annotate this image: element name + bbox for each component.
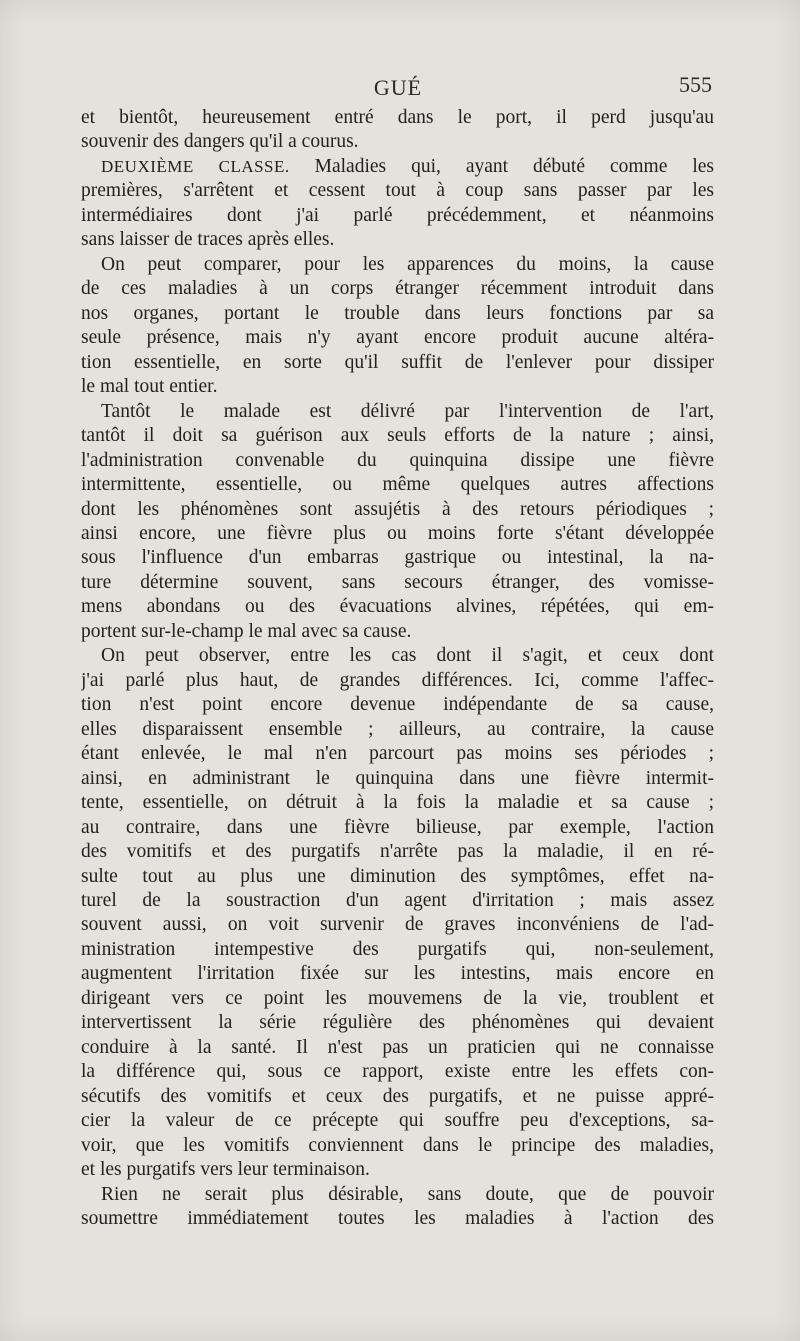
text-line <box>81 204 714 228</box>
text-line <box>81 595 714 619</box>
line-text: sans laisser de traces après elles. <box>81 229 335 251</box>
line-text: tion essentielle, en sorte qu'il suffit de l'enlever pour dissiper <box>81 351 714 373</box>
line-text: portent sur-le-champ le mal avec sa cause. <box>81 620 412 642</box>
text-line <box>81 1011 714 1035</box>
line-text: voir, que les vomitifs conviennent dans le principe des maladies, <box>81 1134 714 1156</box>
line-text: Rien ne serait plus désirable, sans doute, que de pouvoir <box>101 1183 714 1205</box>
text-line <box>81 816 714 840</box>
text-line <box>81 253 714 277</box>
line-text: intermédiaires dont j'ai parlé précédemment, et néanmoins <box>81 204 714 226</box>
running-title: GUÉ <box>373 75 423 100</box>
text-line <box>81 400 714 424</box>
text-line <box>81 179 714 203</box>
line-text: sous l'influence d'un embarras gastrique ou intestinal, la na- <box>81 547 714 569</box>
text-line <box>81 1158 714 1182</box>
line-text: intermittente, essentielle, ou même quelques autres affections <box>81 474 714 496</box>
text-line <box>81 326 714 350</box>
line-text: sulte tout au plus une diminution des symptômes, effet na- <box>81 865 714 887</box>
text-line <box>81 546 714 570</box>
text-line <box>81 767 714 791</box>
text-line <box>81 718 714 742</box>
line-text: turel de la soustraction d'un agent d'irritation ; mais assez <box>81 890 714 911</box>
text-line <box>81 620 714 644</box>
running-head <box>82 72 714 102</box>
text-line <box>81 1036 714 1060</box>
line-text: et les purgatifs vers leur terminaison. <box>81 1159 370 1181</box>
text-line <box>81 302 714 326</box>
text-line <box>81 228 714 252</box>
text-line <box>81 571 714 595</box>
text-line <box>81 644 714 668</box>
line-text: souvenir des dangers qu'il a courus. <box>81 131 359 153</box>
line-text: mens abondans ou des évacuations alvines, répétées, qui em- <box>81 596 714 618</box>
page-number: 555 <box>679 72 712 97</box>
line-text: ainsi, en administrant le quinquina dans une fièvre intermit- <box>81 767 714 789</box>
text-line <box>81 449 714 473</box>
text-line <box>81 1207 714 1231</box>
line-text: elles disparaissent ensemble ; ailleurs, au contraire, la cause <box>81 718 714 740</box>
section-label: DEUXIÈME CLASSE. <box>101 156 290 176</box>
line-text: ture détermine souvent, sans secours étranger, des vomisse- <box>81 571 714 593</box>
line-text: On peut observer, entre les cas dont il s'agit, et ceux dont <box>101 645 714 667</box>
text-line <box>81 1134 714 1158</box>
line-text: Maladies qui, ayant débuté comme les <box>289 155 714 177</box>
line-text: intervertissent la série régulière des phénomènes qui devaient <box>81 1012 714 1034</box>
line-text: ainsi encore, une fièvre plus ou moins forte s'étant développée <box>81 522 714 544</box>
text-line <box>81 498 714 522</box>
line-text: tente, essentielle, on détruit à la fois la maladie et sa cause ; <box>81 792 714 814</box>
text-line <box>81 1183 714 1207</box>
line-text: Tantôt le malade est délivré par l'intervention de l'art, <box>101 400 714 422</box>
line-text: sécutifs des vomitifs et ceux des purgatifs, et ne puisse appré- <box>81 1085 714 1107</box>
text-line <box>81 742 714 766</box>
line-text: cier la valeur de ce précepte qui souffre peu d'exceptions, sa- <box>81 1110 714 1132</box>
line-text: soumettre immédiatement toutes les maladies à l'action des <box>81 1208 714 1230</box>
body-text <box>81 106 714 1232</box>
line-text: nos organes, portant le trouble dans leurs fonctions par sa <box>81 302 714 324</box>
line-text: j'ai parlé plus haut, de grandes différences. Ici, comme l'affec- <box>81 669 714 691</box>
line-text: ministration intempestive des purgatifs qui, non-seulement, <box>81 938 714 960</box>
text-line <box>81 889 714 913</box>
line-text: le mal tout entier. <box>81 376 218 398</box>
text-line <box>81 669 714 693</box>
line-text: de ces maladies à un corps étranger récemment introduit dans <box>81 278 714 300</box>
line-text: On peut comparer, pour les apparences du moins, la cause <box>101 253 714 275</box>
line-text: conduire à la santé. Il n'est pas un praticien qui ne connaisse <box>81 1036 714 1058</box>
text-line <box>81 987 714 1011</box>
line-text: souvent aussi, on voit survenir de graves inconvéniens de l'ad- <box>81 914 714 936</box>
text-line <box>81 865 714 889</box>
text-line <box>81 913 714 937</box>
line-text: la différence qui, sous ce rapport, existe entre les effets con- <box>81 1061 714 1083</box>
text-line <box>81 1109 714 1133</box>
text-line <box>81 130 714 154</box>
text-line <box>81 424 714 448</box>
line-text: augmentent l'irritation fixée sur les intestins, mais encore en <box>81 963 714 985</box>
line-text: et bientôt, heureusement entré dans le port, il perd jusqu'au <box>81 107 714 128</box>
line-text: dirigeant vers ce point les mouvemens de la vie, troublent et <box>81 987 714 1009</box>
text-line <box>81 155 714 179</box>
line-text: seule présence, mais n'y ayant encore produit aucune altéra- <box>81 327 714 349</box>
text-line <box>81 962 714 986</box>
line-text: des vomitifs et des purgatifs n'arrête pas la maladie, il en ré- <box>81 841 714 863</box>
line-text: l'administration convenable du quinquina dissipe une fièvre <box>81 449 714 471</box>
text-line <box>81 473 714 497</box>
text-line <box>81 277 714 301</box>
text-line <box>81 106 714 130</box>
text-line <box>81 522 714 546</box>
line-text: premières, s'arrêtent et cessent tout à coup sans passer par les <box>81 180 714 202</box>
text-line <box>81 1060 714 1084</box>
line-text: dont les phénomènes sont assujétis à des retours périodiques ; <box>81 498 714 520</box>
text-line <box>81 375 714 399</box>
text-line <box>81 791 714 815</box>
text-line <box>81 840 714 864</box>
text-line <box>81 693 714 717</box>
line-text: étant enlevée, le mal n'en parcourt pas moins ses périodes ; <box>81 743 714 765</box>
line-text: tantôt il doit sa guérison aux seuls efforts de la nature ; ainsi, <box>81 425 714 447</box>
text-line <box>81 938 714 962</box>
text-line <box>81 1085 714 1109</box>
line-text: au contraire, dans une fièvre bilieuse, par exemple, l'action <box>81 816 714 838</box>
text-line <box>81 351 714 375</box>
line-text: tion n'est point encore devenue indépendante de sa cause, <box>81 694 714 716</box>
